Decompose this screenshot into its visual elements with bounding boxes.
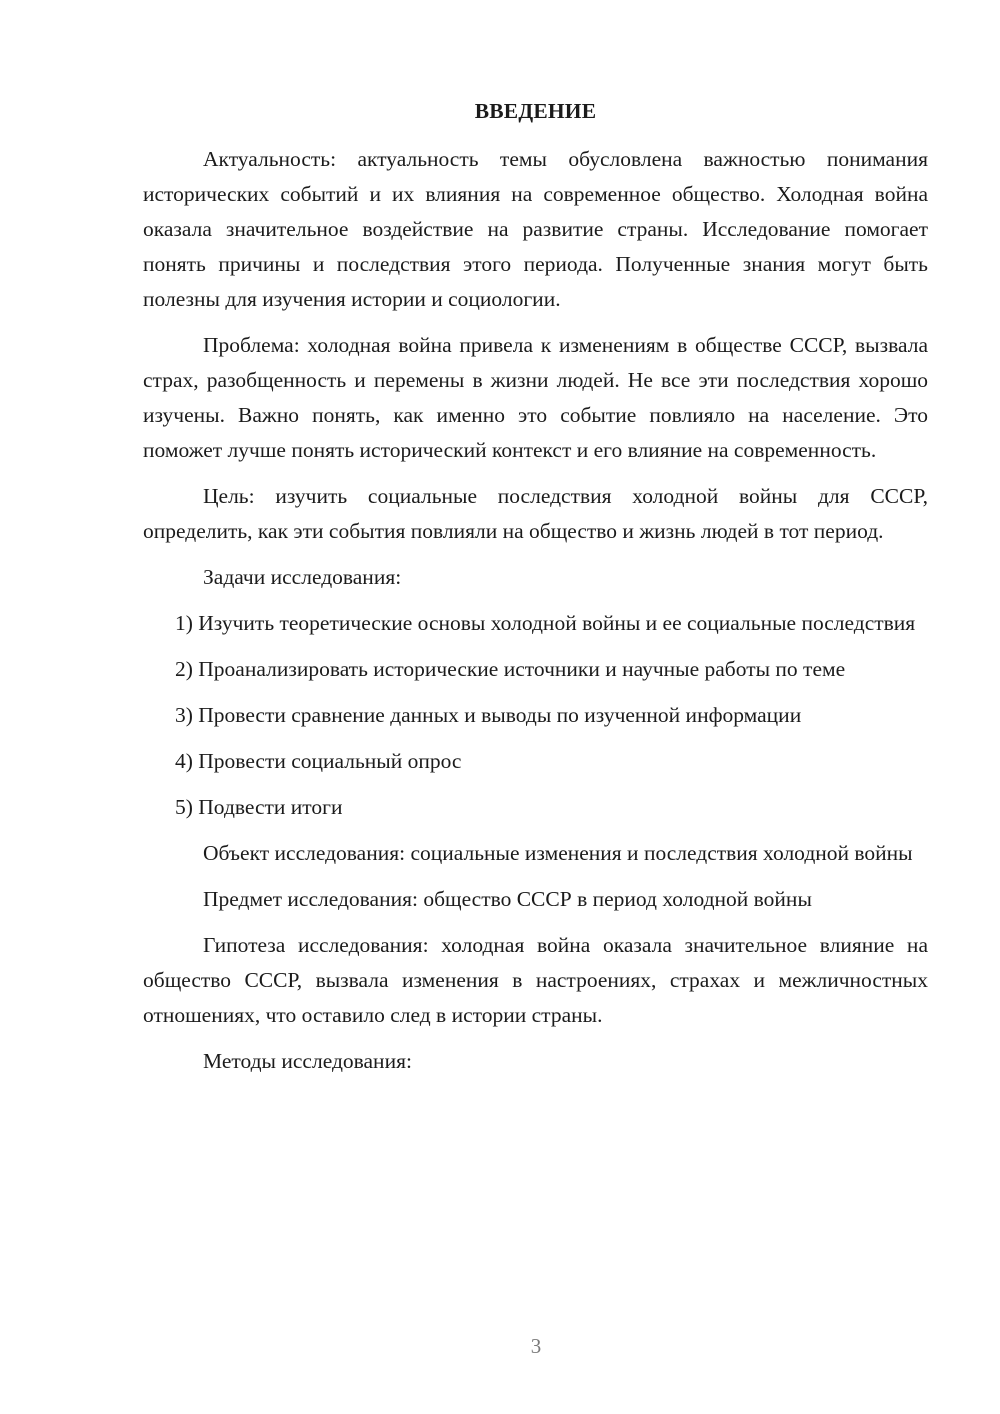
methods-heading: Методы исследования:	[203, 1049, 412, 1073]
task-item: 2) Проанализировать исторические источники и научные работы по теме	[175, 657, 846, 681]
task-item: 4) Провести социальный опрос	[175, 749, 462, 773]
problem-paragraph: Проблема: холодная война привела к изменениям в обществе СССР, вызвала страх, разобщенность и перемены в жизни людей. Не все эти последствия хорошо изучены. Важно понять, как именно это событие повлияло на население. Это поможет лучше понять исторический контекст и его влияние на современность.	[143, 333, 928, 462]
page-title: ВВЕДЕНИЕ	[474, 99, 597, 123]
task-item: 3) Провести сравнение данных и выводы по изученной информации	[175, 703, 802, 727]
page-number: 3	[530, 1334, 542, 1358]
hypothesis-paragraph: Гипотеза исследования: холодная война оказала значительное влияние на общество СССР, вызвала изменения в настроениях, страхах и межличностных отношениях, что оставило след в истории страны.	[143, 933, 928, 1027]
relevance-paragraph: Актуальность: актуальность темы обусловлена важностью понимания исторических событий и их влияния на современное общество. Холодная война оказала значительное воздействие на развитие страны. Исследование помогает понять причины и последствия этого периода. Полученные знания могут быть полезны для изучения истории и социологии.	[143, 147, 928, 311]
goal-paragraph: Цель: изучить социальные последствия холодной войны для СССР, определить, как эти события повлияли на общество и жизнь людей в тот период.	[143, 484, 928, 543]
tasks-list	[143, 606, 928, 825]
subject-paragraph: Предмет исследования: общество СССР в период холодной войны	[203, 887, 812, 911]
task-item: 5) Подвести итоги	[175, 795, 343, 819]
task-item: 1) Изучить теоретические основы холодной войны и ее социальные последствия	[175, 611, 916, 635]
tasks-heading: Задачи исследования:	[203, 565, 402, 589]
document-body	[143, 94, 928, 1090]
object-paragraph: Объект исследования: социальные изменения и последствия холодной войны	[203, 841, 913, 865]
